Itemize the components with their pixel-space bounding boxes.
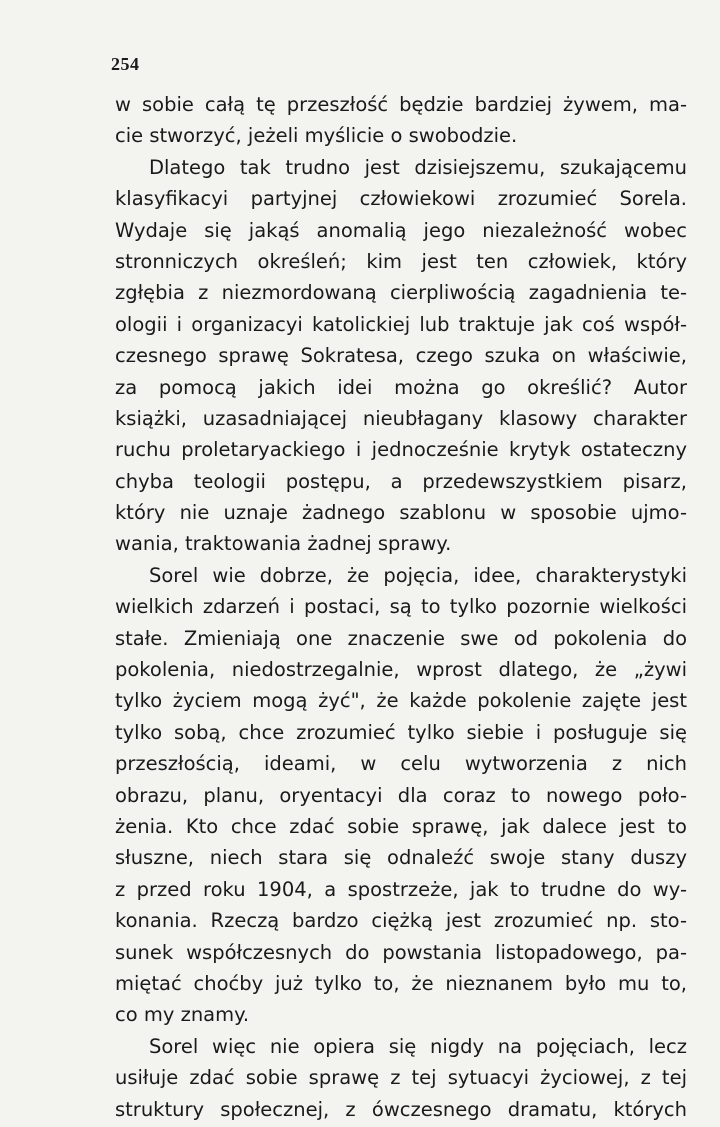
text-line: struktury społecznej, z ówczesnego dramatu, których [115,1097,687,1121]
text-line: tylko sobą, chce zrozumieć tylko siebie i posługuje się [115,720,687,744]
text-line: sunek współczesnych do powstania listopadowego, pa- [115,940,687,964]
text-line: Sorel wie dobrze, że pojęcia, idee, charakterystyki [149,563,687,587]
text-line: pokolenia, niedostrzegalnie, wprost dlatego, że „żywi [115,658,687,682]
text-line: miętać choćby już tylko to, że nieznanem było mu to, [115,971,687,995]
text-line: ruchu proletaryackiego i jednocześnie krytyk ostateczny [115,438,687,462]
text-line: żenia. Kto chce zdać sobie sprawę, jak dalece jest to [115,814,687,838]
text-line: stałe. Zmieniają one znaczenie swe od pokolenia do [115,626,687,650]
text-line: z przed roku 1904, a spostrzeże, jak to trudne do wy- [115,877,687,901]
text-line: wania, traktowania żadnej sprawy. [115,532,452,556]
text-line: słuszne, niech stara się odnaleźć swoje stany duszy [115,846,687,870]
text-line: książki, uzasadniającej nieubłagany klasowy charakter [115,406,687,430]
text-line: usiłuje zdać sobie sprawę z tej sytuacyi życiowej, z tej [115,1066,687,1090]
text-line: cie stworzyć, jeżeli myślicie o swobodzie. [115,124,518,148]
text-line: w sobie całą tę przeszłość będzie bardziej żywem, ma- [115,93,687,116]
text-line: wielkich zdarzeń i postaci, są to tylko pozornie wielkości [115,595,687,619]
text-line: przeszłością, ideami, w celu wytworzenia z nich [115,752,687,776]
text-line: Wydaje się jakąś anomalią jego niezależność wobec [115,218,687,242]
text-line: ologii i organizacyi katolickiej lub traktuje jak coś współ- [115,312,687,336]
text-line: stronniczych określeń; kim jest ten człowiek, który [115,249,687,273]
text-line: Dlatego tak trudno jest dzisiejszemu, szukającemu [149,155,687,179]
page-number: 254 [111,54,140,74]
text-line: co my znamy. [115,1003,250,1027]
text-line: chyba teologii postępu, a przedewszystkiem pisarz, [115,469,687,493]
text-line: zgłębia z niezmordowaną cierpliwością zagadnienia te- [115,281,687,305]
text-line: klasyfikacyi partyjnej człowiekowi zrozumieć Sorela. [115,187,687,211]
text-line: czesnego sprawę Sokratesa, czego szuka on właściwie, [115,344,687,368]
text-line: który nie uznaje żadnego szablonu w sposobie ujmo- [115,501,687,525]
text-line: za pomocą jakich idei można go określić? Autor [115,375,687,399]
text-line: tylko życiem mogą żyć", że każde pokolenie zajęte jest [115,689,687,713]
text-line: obrazu, planu, oryentacyi dla coraz to nowego poło- [115,783,687,807]
text-line: Sorel więc nie opiera się nigdy na pojęciach, lecz [149,1034,687,1058]
body-text [115,89,687,1125]
text-line: konania. Rzeczą bardzo ciężką jest zrozumieć np. sto- [115,909,687,933]
